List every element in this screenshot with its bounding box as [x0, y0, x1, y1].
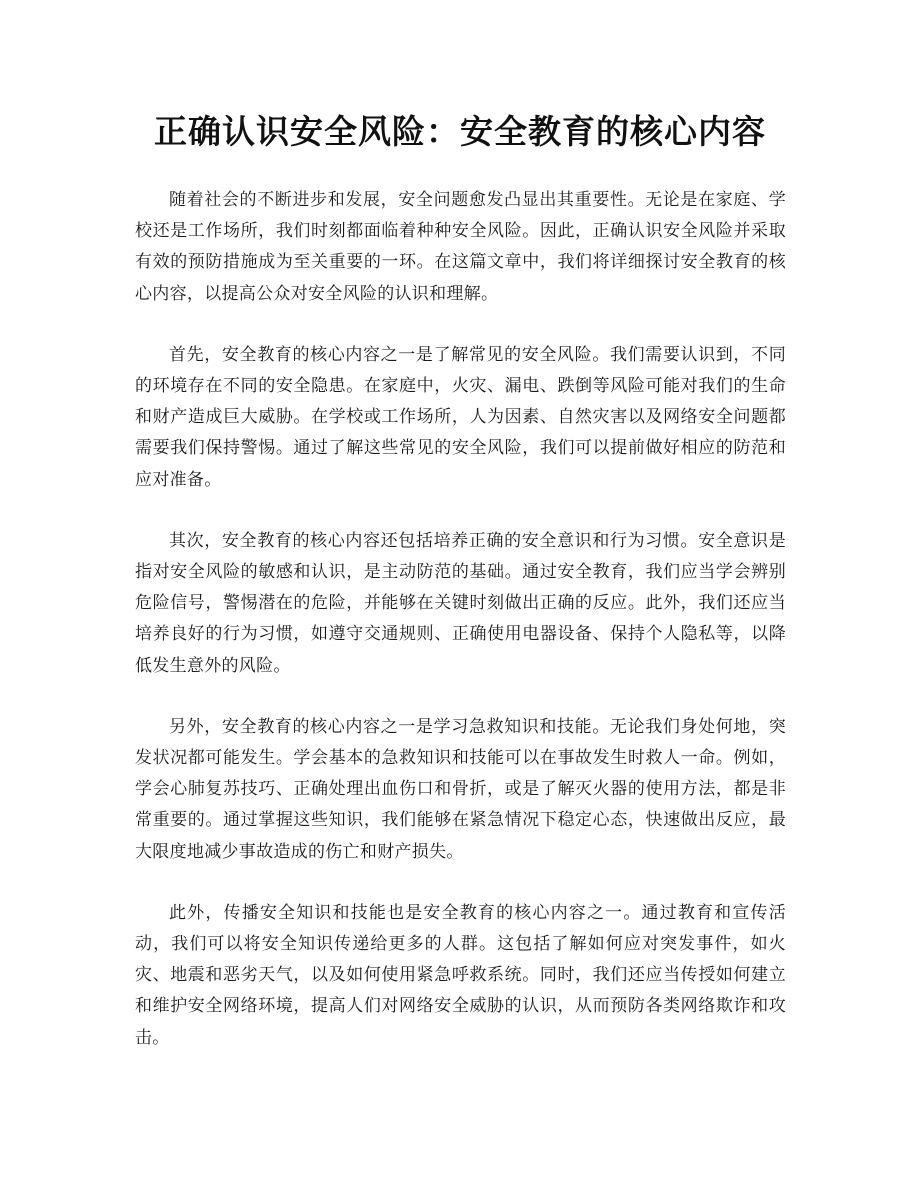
paragraph-5: 此外，传播安全知识和技能也是安全教育的核心内容之一。通过教育和宣传活动，我们可以将安全知识传递给更多的人群。这包括了解如何应对突发事件，如火灾、地震和恶劣天气，以及如何使用紧急呼救系统。同时，我们还应当传授如何建立和维护安全网络环境，提高人们对网络安全威胁的认识，从而预防各类网络欺诈和攻击。 — [135, 902, 786, 1048]
page-title: 正确认识安全风险：安全教育的核心内容 — [154, 112, 766, 151]
paragraph-3: 其次，安全教育的核心内容还包括培养正确的安全意识和行为习惯。安全意识是指对安全风险的敏感和认识，是主动防范的基础。通过安全教育，我们应当学会辨别危险信号，警惕潜在的危险，并能够在关键时刻做出正确的反应。此外，我们还应当培养良好的行为习惯，如遵守交通规则、正确使用电器设备、保持个人隐私等，以降低发生意外的风险。 — [135, 530, 786, 676]
document-body — [135, 185, 786, 1084]
paragraph-1: 随着社会的不断进步和发展，安全问题愈发凸显出其重要性。无论是在家庭、学校还是工作场所，我们时刻都面临着种种安全风险。因此，正确认识安全风险并采取有效的预防措施成为至关重要的一环。在这篇文章中，我们将详细探讨安全教育的核心内容，以提高公众对安全风险的认识和理解。 — [135, 190, 786, 304]
paragraph-2: 首先，安全教育的核心内容之一是了解常见的安全风险。我们需要认识到，不同的环境存在不同的安全隐患。在家庭中，火灾、漏电、跌倒等风险可能对我们的生命和财产造成巨大威胁。在学校或工作场所，人为因素、自然灾害以及网络安全问题都需要我们保持警惕。通过了解这些常见的安全风险，我们可以提前做好相应的防范和应对准备。 — [135, 344, 786, 490]
paragraph-4: 另外，安全教育的核心内容之一是学习急救知识和技能。无论我们身处何地，突发状况都可能发生。学会基本的急救知识和技能可以在事故发生时救人一命。例如，学会心肺复苏技巧、正确处理出血伤口和骨折，或是了解灭火器的使用方法，都是非常重要的。通过掌握这些知识，我们能够在紧急情况下稳定心态，快速做出反应，最大限度地减少事故造成的伤亡和财产损失。 — [135, 716, 786, 862]
